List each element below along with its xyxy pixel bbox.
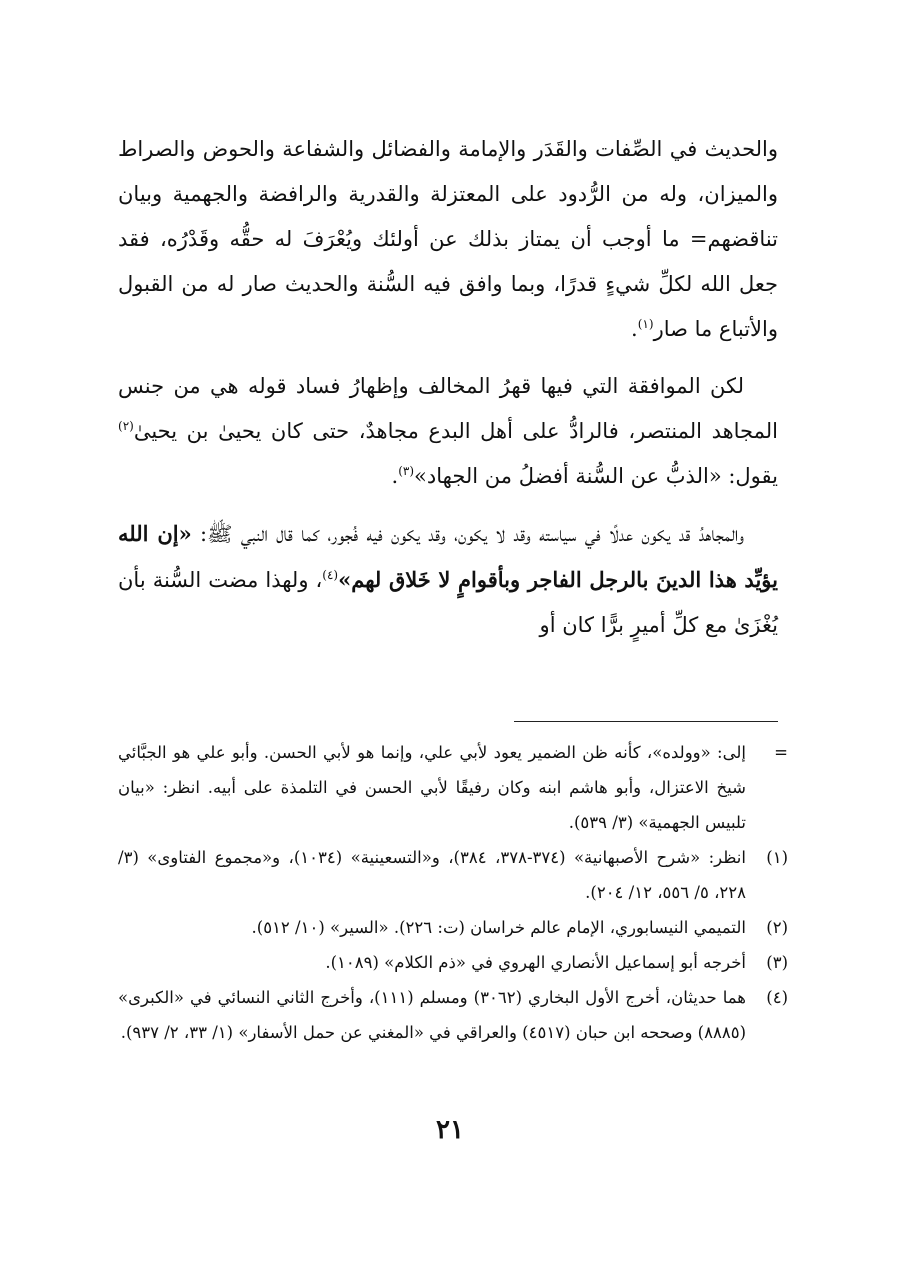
page-number: ٢١: [436, 1115, 464, 1145]
footnote-2: [118, 910, 788, 945]
footnote-continuation: [118, 735, 788, 840]
footnote-ref-4[interactable]: (٤): [322, 568, 339, 582]
footnote-text: إلى: «وولده»، كأنه ظن الضمير يعود لأبي علي، وإنما هو لأبي الحسن. وأبو علي هو الجبَّائي شيخ الاعتزال، وأبو هاشم ابنه وكان رفيقًا لأبي الحسن في التلمذة على أبيه. انظر: «بيان تلبيس الجهمية» (٣/ ٥٣٩).: [118, 743, 746, 832]
footnote-4: [118, 980, 788, 1050]
paragraph-2: [118, 364, 778, 499]
paragraph-1: [118, 127, 778, 352]
footnote-text: التميمي النيسابوري، الإمام عالم خراسان (ت: ٢٢٦). «السير» (١٠/ ٥١٢).: [251, 918, 746, 937]
footnote-3: [118, 945, 788, 980]
paragraph-1-tail: .: [631, 317, 638, 341]
footnote-text: هما حديثان، أخرج الأول البخاري (٣٠٦٢) ومسلم (١١١)، وأخرج الثاني النسائي في «الكبرى» (٨٨٨٥) وصححه ابن حبان (٤٥١٧) والعراقي في «المغني عن حمل الأسفار» (١/ ٣٣، ٢/ ٩٣٧).: [118, 988, 746, 1042]
footnote-ref-3[interactable]: (٣): [398, 464, 415, 478]
footnote-number: (٤): [766, 988, 788, 1007]
paragraph-2-text-after: يقول: «الذبُّ عن السُّنة أفضلُ من الجهاد»: [414, 464, 778, 488]
main-text: [118, 127, 778, 660]
footnote-ref-2[interactable]: (٢): [118, 419, 134, 433]
footnote-number: (٢): [766, 918, 788, 937]
paragraph-3-text: والمجاهدُ قد يكون عدلًا في سياسته وقد لا يكون، وقد يكون فيه فُجور، كما قال النبي ﷺ:: [191, 522, 744, 546]
paragraph-2-tail: .: [391, 464, 399, 488]
paragraph-3-text-after: ، ولهذا مضت السُّنة بأن يُغْزَىٰ مع كلِّ أميرٍ برًّا كان أو: [118, 568, 778, 637]
paragraph-1-text: والحديث في الصِّفات والقَدَر والإمامة والفضائل والشفاعة والحوض والصراط والميزان، وله من الرُّدود على المعتزلة والقدرية والرافضة والجهمية وبيان تناقضهم= ما أوجب أن يمتاز بذلك عن أولئك ويُعْرَفَ له حقُّه وقَدْرُه، فقد جعل الله لكلِّ شيءٍ قدرًا، وبما وافق فيه السُّنة والحديث صار له من القبول والأتباع ما صار: [118, 137, 779, 341]
footnote-number: (٣): [766, 953, 788, 972]
hadith-quote: «إن الله يؤيِّد هذا الدينَ بالرجل الفاجر وبأقوامٍ لا خَلاق لهم»: [118, 521, 778, 592]
footnote-text: انظر: «شرح الأصبهانية» (٣٧٤-٣٧٨، ٣٨٤)، و«التسعينية» (١٠٣٤)، و«مجموع الفتاوى» (٣/ ٢٢٨، ٥/ ٥٥٦، ١٢/ ٢٠٤).: [118, 848, 746, 902]
footnotes: [118, 735, 788, 1050]
footnote-text: أخرجه أبو إسماعيل الأنصاري الهروي في «ذم الكلام» (١٠٨٩).: [325, 953, 746, 972]
paragraph-3: [118, 511, 778, 648]
footnote-1: [118, 840, 788, 910]
footnote-marker: =: [774, 743, 788, 762]
footnote-ref-1[interactable]: (١): [637, 317, 654, 331]
footnote-number: (١): [766, 848, 788, 867]
paragraph-2-text: لكن الموافقة التي فيها قهرُ المخالف وإظهارُ فساد قوله هي من جنس المجاهد المنتصر، فالرادُّ على أهل البدع مجاهدٌ، حتى كان يحيىٰ بن يحيىٰ: [118, 374, 778, 443]
footnote-separator: [514, 721, 778, 722]
